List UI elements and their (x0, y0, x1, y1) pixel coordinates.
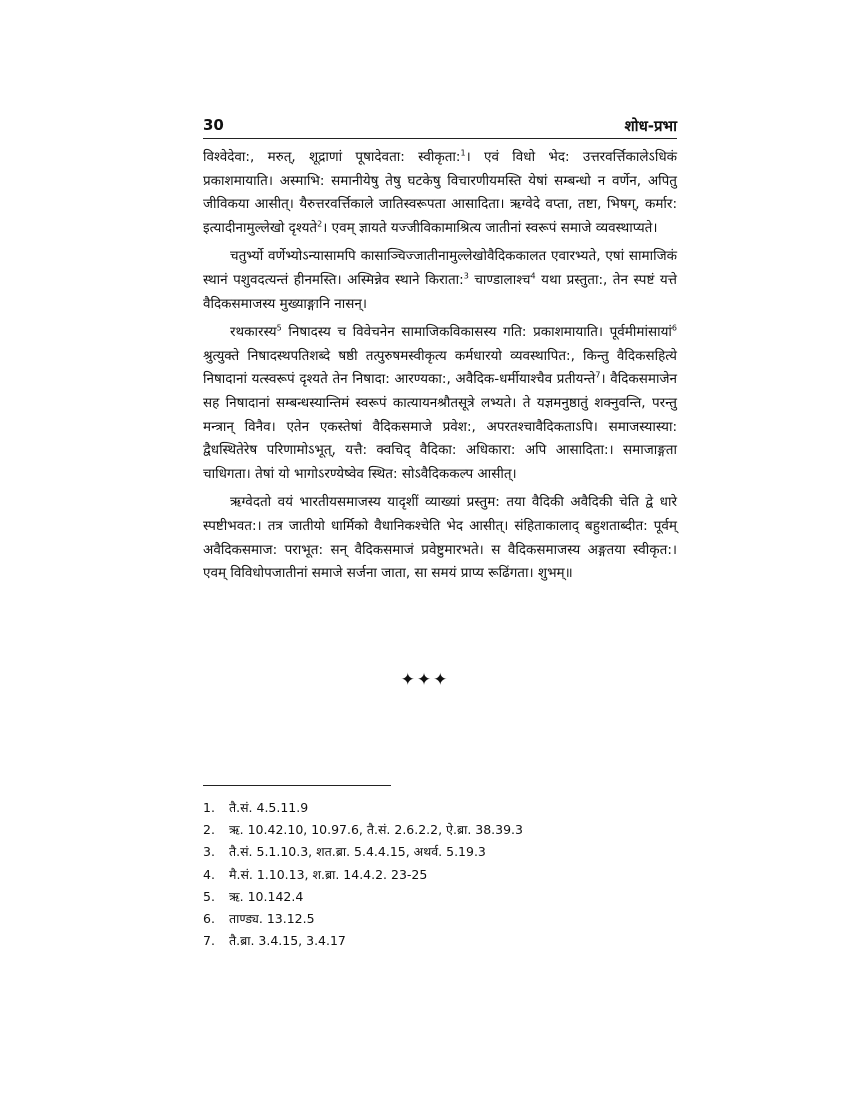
footnote-citation: ताण्ड्य. 13.12.5 (229, 911, 315, 927)
footnote-number: 1. (203, 800, 215, 815)
body-paragraph (203, 146, 677, 240)
paragraph-text: चतुर्भ्यो वर्णेभ्योऽन्यासामपि कासाञ्चिज्जातीनामुल्लेखोवैदिककालत एवारभ्यते, एषां सामाजिकं स्थानं पशुवदत्यन्तं हीनमस्ति। अस्मिन्नेव स्थाने किराता: (203, 248, 677, 288)
footnote-item (203, 886, 677, 908)
paragraph-text: यथा प्रस्तुता:, तेन स्पष्टं यत्ते वैदिकसमाजस्य मुख्याङ्गानि नासन्। (203, 271, 678, 312)
footnote-item (203, 819, 677, 841)
journal-title: शोध-प्रभा (624, 117, 677, 135)
footnote-item (203, 797, 677, 819)
footnote-item (203, 930, 677, 952)
footnote-reference: 3 (463, 271, 469, 281)
footnote-reference: 7 (595, 370, 601, 380)
paragraph-text: विश्वेदेवा:, मरुत्, शूद्राणां पूषादेवता: स्वीकृता: (203, 149, 461, 165)
footnotes-list (203, 797, 677, 952)
footnote-citation: तै.सं. 5.1.10.3, शत.ब्रा. 5.4.4.15, अथर्व. 5.19.3 (229, 844, 486, 860)
page-number: 30 (203, 116, 224, 134)
body-paragraph (203, 491, 677, 585)
paragraph-text: श्रुत्युक्ते निषादस्थपतिशब्दे षष्ठी तत्पुरुषमस्वीकृत्य कर्मधारयो व्यवस्थापित:, किन्तु वैदिकसहित्ये निषादानां यत्स्वरूपं दृश्यते तेन निषादा: आरण्यका:, अवैदिक-धर्मीयाश्चैव प्रतीयन्ते (203, 347, 677, 388)
footnote-number: 4. (203, 866, 215, 882)
paragraph-text: चाण्डालाश्च (468, 271, 531, 288)
footnote-citation: ऋ. 10.142.4 (229, 888, 304, 904)
footnote-number: 3. (203, 844, 215, 860)
footnote-number: 7. (203, 933, 215, 949)
body-text (203, 146, 677, 591)
footnote-reference: 1 (460, 148, 466, 158)
footnote-item (203, 841, 677, 863)
footnote-separator (203, 785, 391, 786)
paragraph-text: । एवं विधो भेद: उत्तरवर्त्तिकालेऽधिकं प्रकाशमायाति। अस्माभि: समानीयेषु तेषु घटकेषु विचारणीयमस्ति येषां सम्बन्धो न वर्णेन, अपितु जीविकया आसीत्। यैरुत्तरवर्त्तिकाले जातिस्वरूपता आसादिता। ऋग्वेदे वप्ता, तष्टा, भिषग्, कर्मार: इत्यादीनामुल्लेखो दृश्यते (203, 149, 677, 236)
footnote-citation: ऋ. 10.42.10, 10.97.6, तै.सं. 2.6.2.2, ऐ.ब्रा. 38.39.3 (229, 822, 523, 838)
footnote-number: 2. (203, 822, 215, 838)
paragraph-text: निषादस्य च विवेचनेन सामाजिकविकासस्य गति: प्रकाशमायाति। पूर्वमीमांसायां (281, 324, 672, 341)
paragraph-text: । वैदिकसमाजेन सह निषादानां सम्बन्धस्यान्तिमं स्वरूपं कात्यायनश्रौतसूत्रे लभ्यते। ते यज्ञमनुष्ठातुं शक्नुवन्ति, परन्तु मन्त्रान् विनैव। एतेन एकस्तेषां वैदिकसमाजे प्रवेश:, अपरतश्चावैदिकताऽपि। समाजस्यास्या: द्वैधस्थितेरेष परिणामोऽभूत्, यत्तै: क्वचिद् वैदिका: अधिकारा: अपि आसादिता:। समाजाङ्गता चाधिगता। तेषां यो भागोऽरण्येष्वेव स्थित: सोऽवैदिककल्प आसीत्। (203, 371, 677, 482)
footnote-reference: 2 (317, 219, 323, 229)
paragraph-text: रथकारस्य (230, 324, 277, 341)
footnote-number: 6. (203, 911, 215, 927)
body-paragraph (203, 321, 677, 486)
footnote-citation: तै.ब्रा. 3.4.15, 3.4.17 (229, 933, 346, 949)
footnote-number: 5. (203, 888, 215, 904)
footnote-item (203, 864, 677, 886)
footnote-reference: 4 (530, 271, 536, 281)
footnote-reference: 5 (276, 323, 282, 333)
paragraph-text: ऋग्वेदतो वयं भारतीयसमाजस्य यादृशीं व्याख्यां प्रस्तुम: तया वैदिकी अवैदिकी चेति द्वे धारे स्पष्टीभवत:। तत्र जातीयो धार्मिको वैधानिकश्चेति भेद आसीत्। संहिताकालाद् बहुशताब्दीत: पूर्वम् अवैदिकसमाज: पराभूत: सन् वैदिकसमाजं प्रवेष्टुमारभते। स वैदिकसमाजस्य अङ्गतया स्वीकृत:। एवम् विविधोपजातीनां समाजे सर्जना जाता, सा समयं प्राप्य रूढिंगता। शुभम्॥ (203, 494, 677, 582)
section-end-ornament: ✦✦✦ (400, 670, 450, 690)
paragraph-text: । एवम् ज्ञायते यज्जीविकामाश्रित्य जातीनां स्वरूपं समाजे व्यवस्थाप्यते। (322, 219, 658, 236)
footnote-item (203, 908, 677, 930)
footnote-reference: 6 (671, 323, 677, 333)
running-header (203, 116, 677, 139)
footnote-citation: तै.सं. 4.5.11.9 (229, 800, 309, 815)
body-paragraph (203, 245, 677, 316)
footnote-citation: मै.सं. 1.10.13, श.ब्रा. 14.4.2. 23-25 (229, 866, 428, 882)
